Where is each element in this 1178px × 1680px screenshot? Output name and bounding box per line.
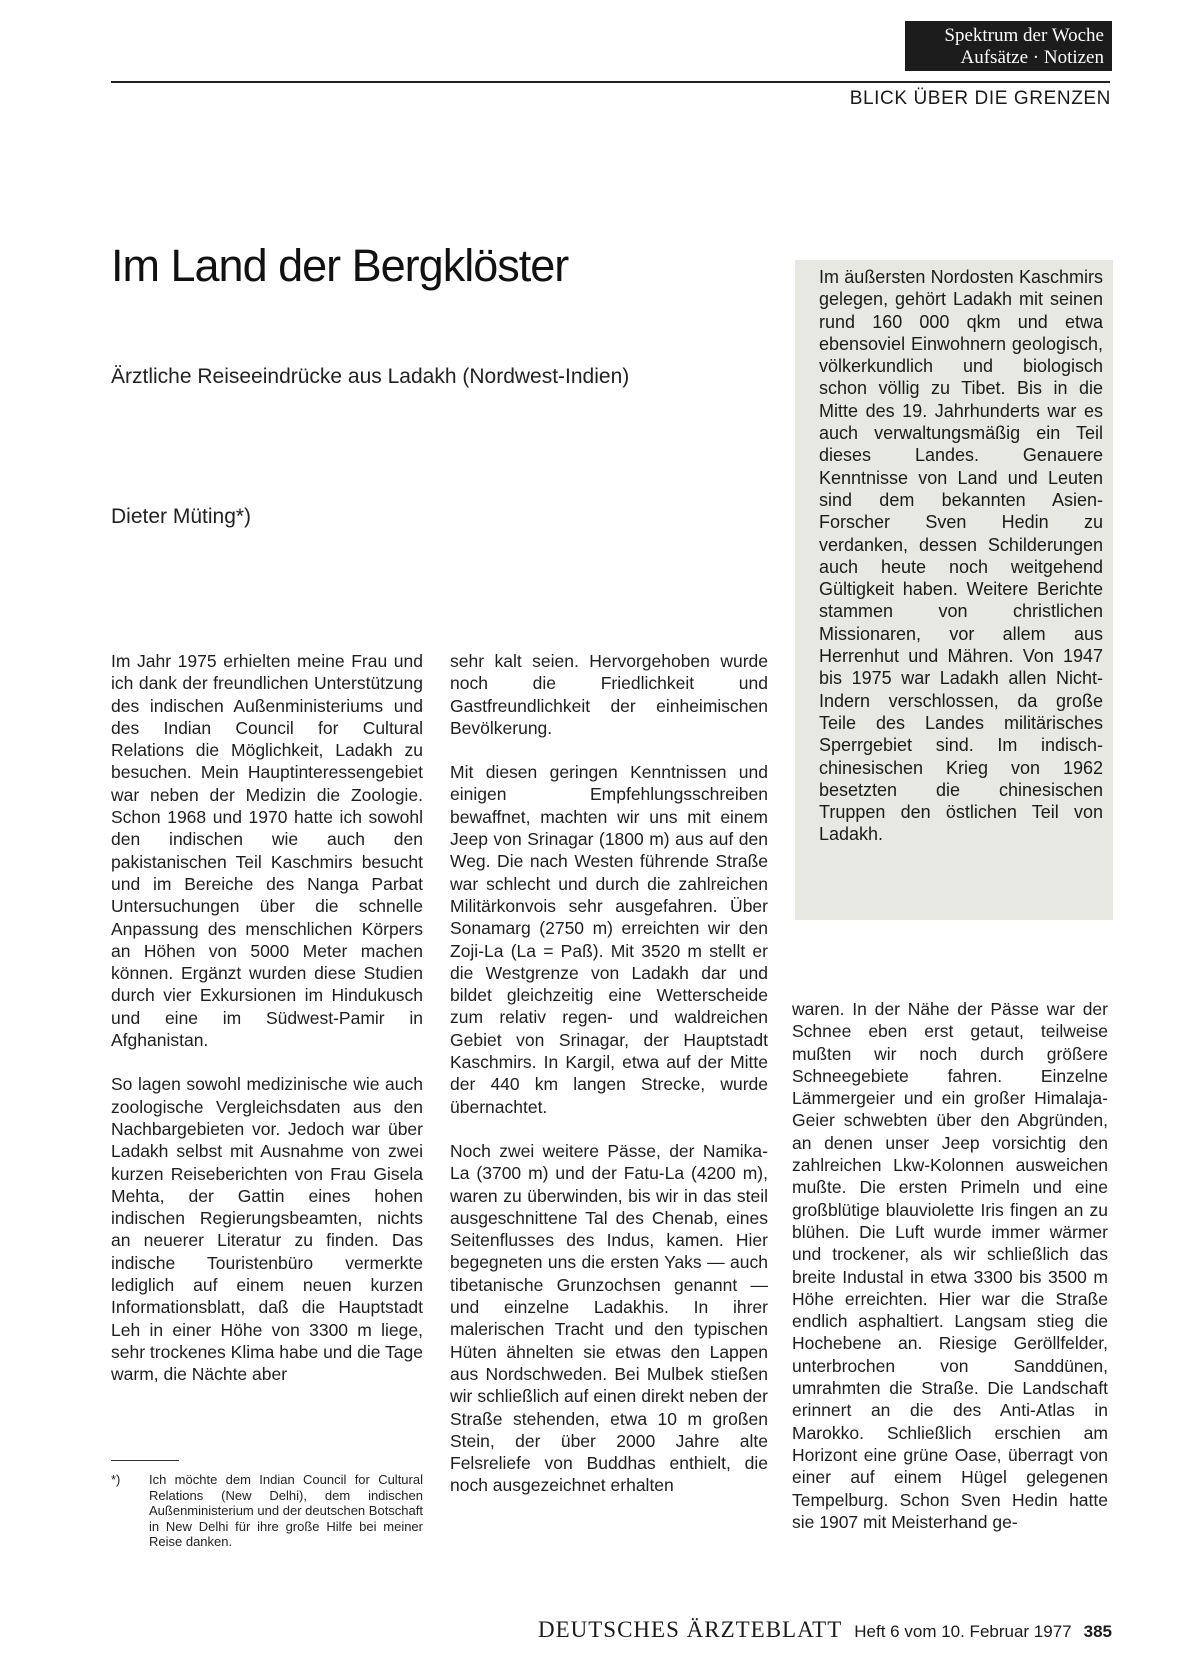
paragraph: Noch zwei weitere Pässe, der Namika-La (3700 m) und der Fatu-La (4200 m), waren zu überwinden, bis wir in das steil ausgeschnittene Tal des Chenab, eines Seitenflusses des Indus, kamen. Hier begegneten uns die ersten Yaks — auch tibetanische Grunzochsen genannt — und einzelne Ladakhis. In ihrer malerischen Tracht und den typischen Hüten ähnelten sie etwas den Lappen aus Nordschweden. Bei Mulbek stießen wir schließlich auf einen direkt neben der Straße stehenden, etwa 10 m großen Stein, der über 2000 Jahre alte Felsreliefe von Buddhas enthielt, die noch ausgezeichnet erhalten: [450, 1140, 768, 1496]
journal-name: DEUTSCHES ÄRZTEBLATT: [537, 1617, 843, 1642]
paragraph: sehr kalt seien. Hervorgehoben wurde noch die Friedlichkeit und Gastfreundlichkeit der einheimischen Bevölkerung.: [450, 651, 768, 738]
paragraph: Mit diesen geringen Kenntnissen und einigen Empfehlungsschreiben bewaffnet, machten wir uns mit einem Jeep von Srinagar (1800 m) aus auf den Weg. Die nach Westen führende Straße war schlecht und durch die zahlreichen Militärkonvois sehr ausgefahren. Über Sonamarg (2750 m) erreichten wir den Zoji-La (La = Paß). Mit 3520 m stellt er die Westgrenze von Ladakh dar und bildet gleichzeitig eine Wetterscheide zum relativ regen- und waldreichen Gebiet von Srinagar, der Hauptstadt Kaschmirs. In Kargil, etwa auf der Mitte der 440 km langen Strecke, wurde übernachtet.: [450, 762, 768, 1117]
header-rule: [111, 81, 1110, 83]
body-column-1: [111, 650, 423, 1408]
body-column-3: [792, 998, 1108, 1555]
footnote-text: Ich möchte dem Indian Council for Cultural Relations (New Delhi), dem indischen Außenministerium und der deutschen Botschaft in New Delhi für ihre große Hilfe bei meiner Reise danken.: [149, 1472, 423, 1550]
paragraph: Im Jahr 1975 erhielten meine Frau und ich dank der freundlichen Unterstützung des indischen Außenministeriums und des Indian Council for Cultural Relations die Möglichkeit, Ladakh zu besuchen. Mein Hauptinteressengebiet war neben der Medizin die Zoologie. Schon 1968 und 1970 hatte ich sowohl den indischen wie auch den pakistanischen Teil Kaschmirs besucht und im Bereiche des Nanga Parbat Untersuchungen über die schnelle Anpassung des menschlichen Körpers an Höhen von 5000 Meter machen können. Ergänzt wurden diese Studien durch vier Exkursionen im Hindukusch und eine im Südwest-Pamir in Afghanistan.: [111, 651, 423, 1051]
badge-line-2: Aufsätze · Notizen: [960, 47, 1104, 68]
footnote-marker: *): [111, 1472, 121, 1487]
paragraph: waren. In der Nähe der Pässe war der Schnee eben erst getaut, teilweise mußten wir noch durch größere Schneegebiete fahren. Einzelne Lämmergeier und ein großer Himalaja-Geier schwebten über den Abgründen, an denen unser Jeep vorsichtig den zahlreichen Lkw-Kolonnen ausweichen mußte. Die ersten Primeln und eine großblütige blauviolette Iris fingen an zu blühen. Die Luft wurde immer wärmer und trockener, als wir schließlich das breite Industal in etwa 3300 bis 3500 m Höhe erreichten. Hier war die Straße endlich asphaltiert. Langsam stieg die Hochebene an. Riesige Geröllfelder, unterbrochen von Sanddünen, umrahmten die Straße. Die Landschaft erinnert an die des Anti-Atlas in Marokko. Schließlich erschien am Horizont eine grüne Oase, überragt von einer auf einem Hügel gelegenen Tempelburg. Schon Sven Hedin hatte sie 1907 mit Meisterhand ge-: [792, 999, 1108, 1532]
article-author: Dieter Müting*): [111, 505, 252, 528]
article-subtitle: Ärztliche Reiseeindrücke aus Ladakh (Nordwest-Indien): [111, 365, 630, 388]
page-footer: [450, 1617, 1112, 1643]
page-number: 385: [1083, 1622, 1112, 1641]
badge-line-1: Spektrum der Woche: [944, 25, 1104, 46]
body-column-2: [450, 650, 768, 1519]
footnote-rule: [111, 1460, 179, 1461]
section-label: BLICK ÜBER DIE GRENZEN: [849, 88, 1111, 109]
article-title: Im Land der Bergklöster: [111, 240, 569, 291]
footnote: [111, 1472, 423, 1550]
paragraph: So lagen sowohl medizinische wie auch zoologische Vergleichsdaten aus den Nachbargebieten vor. Jedoch war über Ladakh selbst mit Ausnahme von zwei kurzen Reiseberichten von Frau Gisela Mehta, der Gattin eines hohen indischen Regierungsbeamten, nichts an neuerer Literatur zu finden. Das indische Touristenbüro vermerkte lediglich auf einem neuen kurzen Informationsblatt, daß die Hauptstadt Leh in einer Höhe von 3300 m liege, sehr trockenes Klima habe und die Tage warm, die Nächte aber: [111, 1074, 423, 1385]
intro-box-text: Im äußersten Nordosten Kaschmirs gelegen, gehört Ladakh mit seinen rund 160 000 qkm und etwa ebensoviel Einwohnern geologisch, völkerkundlich und biologisch schon völlig zu Tibet. Bis in die Mitte des 19. Jahrhunderts war es auch verwaltungsmäßig ein Teil dieses Landes. Genauere Kenntnisse von Land und Leuten sind dem bekannten Asien-Forscher Sven Hedin zu verdanken, dessen Schilderungen auch heute noch weitgehend Gültigkeit haben. Weitere Berichte stammen von christlichen Missionaren, vor allem aus Herrenhut und Mähren. Von 1947 bis 1975 war Ladakh allen Nicht-Indern verschlossen, da große Teile des Landes militärisches Sperrgebiet sind. Im indisch-chinesischen Krieg von 1962 besetzten die chinesischen Truppen den östlichen Teil von Ladakh.: [819, 267, 1103, 845]
section-badge: [905, 21, 1112, 71]
issue-info: Heft 6 vom 10. Februar 1977: [854, 1622, 1072, 1641]
intro-box: [795, 260, 1113, 920]
